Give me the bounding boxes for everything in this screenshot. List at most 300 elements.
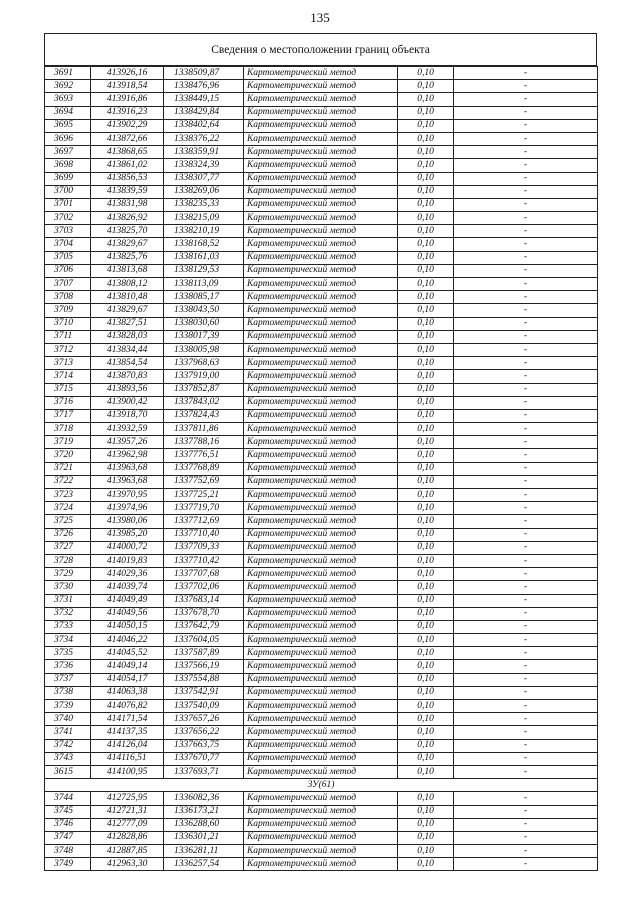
method-cell: Картометрический метод [244, 634, 398, 647]
accuracy-cell: 0,10 [398, 132, 454, 145]
method-cell: Картометрический метод [244, 475, 398, 488]
description-cell: - [454, 409, 598, 422]
accuracy-cell: 0,10 [398, 726, 454, 739]
table-row [45, 541, 598, 554]
point-number-cell: 3699 [45, 172, 91, 185]
description-cell: - [454, 317, 598, 330]
accuracy-cell: 0,10 [398, 396, 454, 409]
point-number-cell: 3710 [45, 317, 91, 330]
point-number-cell: 3740 [45, 713, 91, 726]
method-cell: Картометрический метод [244, 765, 398, 778]
method-cell: Картометрический метод [244, 620, 398, 633]
table-row [45, 396, 598, 409]
x-coordinate-cell: 413829,67 [91, 238, 164, 251]
accuracy-cell: 0,10 [398, 831, 454, 844]
description-cell: - [454, 67, 598, 80]
description-cell: - [454, 620, 598, 633]
y-coordinate-cell: 1338509,87 [164, 67, 244, 80]
method-cell: Картометрический метод [244, 159, 398, 172]
table-row [45, 251, 598, 264]
table-row [45, 146, 598, 159]
method-cell: Картометрический метод [244, 647, 398, 660]
y-coordinate-cell: 1337852,87 [164, 383, 244, 396]
x-coordinate-cell: 413918,70 [91, 409, 164, 422]
table-row [45, 831, 598, 844]
point-number-cell: 3723 [45, 489, 91, 502]
x-coordinate-cell: 413870,83 [91, 370, 164, 383]
x-coordinate-cell: 413916,23 [91, 106, 164, 119]
y-coordinate-cell: 1337824,43 [164, 409, 244, 422]
description-cell: - [454, 106, 598, 119]
accuracy-cell: 0,10 [398, 634, 454, 647]
description-cell: - [454, 330, 598, 343]
method-cell: Картометрический метод [244, 462, 398, 475]
description-cell: - [454, 515, 598, 528]
point-number-cell: 3719 [45, 436, 91, 449]
x-coordinate-cell: 413963,68 [91, 462, 164, 475]
description-cell: - [454, 251, 598, 264]
x-coordinate-cell: 412777,09 [91, 818, 164, 831]
point-number-cell: 3739 [45, 700, 91, 713]
method-cell: Картометрический метод [244, 238, 398, 251]
accuracy-cell: 0,10 [398, 858, 454, 871]
x-coordinate-cell: 414039,74 [91, 581, 164, 594]
table-row [45, 700, 598, 713]
table-row [45, 409, 598, 422]
method-cell: Картометрический метод [244, 291, 398, 304]
y-coordinate-cell: 1337843,02 [164, 396, 244, 409]
accuracy-cell: 0,10 [398, 264, 454, 277]
accuracy-cell: 0,10 [398, 251, 454, 264]
table-row [45, 172, 598, 185]
method-cell: Картометрический метод [244, 396, 398, 409]
x-coordinate-cell: 413834,44 [91, 343, 164, 356]
description-cell: - [454, 370, 598, 383]
description-cell: - [454, 212, 598, 225]
x-coordinate-cell: 413808,12 [91, 278, 164, 291]
description-cell: - [454, 739, 598, 752]
description-cell: - [454, 858, 598, 871]
table-row [45, 489, 598, 502]
method-cell: Картометрический метод [244, 146, 398, 159]
table-row [45, 304, 598, 317]
description-cell: - [454, 594, 598, 607]
x-coordinate-cell: 414049,14 [91, 660, 164, 673]
description-cell: - [454, 172, 598, 185]
point-number-cell: 3727 [45, 541, 91, 554]
table-row [45, 462, 598, 475]
description-cell: - [454, 80, 598, 93]
y-coordinate-cell: 1337657,26 [164, 713, 244, 726]
description-cell: - [454, 845, 598, 858]
method-cell: Картометрический метод [244, 554, 398, 567]
accuracy-cell: 0,10 [398, 686, 454, 699]
x-coordinate-cell: 413970,95 [91, 489, 164, 502]
accuracy-cell: 0,10 [398, 80, 454, 93]
description-cell: - [454, 554, 598, 567]
y-coordinate-cell: 1337712,69 [164, 515, 244, 528]
accuracy-cell: 0,10 [398, 607, 454, 620]
point-number-cell: 3734 [45, 634, 91, 647]
y-coordinate-cell: 1338085,17 [164, 291, 244, 304]
method-cell: Картометрический метод [244, 67, 398, 80]
table-row [45, 739, 598, 752]
x-coordinate-cell: 412963,30 [91, 858, 164, 871]
y-coordinate-cell: 1337707,68 [164, 568, 244, 581]
description-cell: - [454, 93, 598, 106]
x-coordinate-cell: 414116,51 [91, 752, 164, 765]
accuracy-cell: 0,10 [398, 370, 454, 383]
point-number-cell: 3738 [45, 686, 91, 699]
accuracy-cell: 0,10 [398, 67, 454, 80]
y-coordinate-cell: 1337752,69 [164, 475, 244, 488]
y-coordinate-cell: 1338113,09 [164, 278, 244, 291]
x-coordinate-cell: 413825,70 [91, 225, 164, 238]
description-cell: - [454, 792, 598, 805]
accuracy-cell: 0,10 [398, 594, 454, 607]
x-coordinate-cell: 414046,22 [91, 634, 164, 647]
accuracy-cell: 0,10 [398, 423, 454, 436]
y-coordinate-cell: 1337656,22 [164, 726, 244, 739]
description-cell: - [454, 660, 598, 673]
description-cell: - [454, 726, 598, 739]
point-number-cell: 3744 [45, 792, 91, 805]
point-number-cell: 3715 [45, 383, 91, 396]
method-cell: Картометрический метод [244, 304, 398, 317]
point-number-cell: 3724 [45, 502, 91, 515]
x-coordinate-cell: 413839,59 [91, 185, 164, 198]
point-number-cell: 3707 [45, 278, 91, 291]
accuracy-cell: 0,10 [398, 317, 454, 330]
method-cell: Картометрический метод [244, 225, 398, 238]
accuracy-cell: 0,10 [398, 462, 454, 475]
coordinates-table [44, 66, 598, 871]
table-row [45, 80, 598, 93]
x-coordinate-cell: 414029,36 [91, 568, 164, 581]
method-cell: Картометрический метод [244, 436, 398, 449]
x-coordinate-cell: 414045,52 [91, 647, 164, 660]
description-cell: - [454, 568, 598, 581]
point-number-cell: 3737 [45, 673, 91, 686]
y-coordinate-cell: 1337709,33 [164, 541, 244, 554]
table-row [45, 159, 598, 172]
point-number-cell: 3691 [45, 67, 91, 80]
description-cell: - [454, 475, 598, 488]
accuracy-cell: 0,10 [398, 792, 454, 805]
y-coordinate-cell: 1337670,77 [164, 752, 244, 765]
table-row [45, 713, 598, 726]
y-coordinate-cell: 1337968,63 [164, 357, 244, 370]
point-number-cell: 3745 [45, 805, 91, 818]
x-coordinate-cell: 413926,16 [91, 67, 164, 80]
table-row [45, 67, 598, 80]
y-coordinate-cell: 1337710,40 [164, 528, 244, 541]
point-number-cell: 3714 [45, 370, 91, 383]
method-cell: Картометрический метод [244, 119, 398, 132]
accuracy-cell: 0,10 [398, 647, 454, 660]
method-cell: Картометрический метод [244, 528, 398, 541]
y-coordinate-cell: 1338030,60 [164, 317, 244, 330]
x-coordinate-cell: 413980,06 [91, 515, 164, 528]
accuracy-cell: 0,10 [398, 805, 454, 818]
x-coordinate-cell: 413861,02 [91, 159, 164, 172]
accuracy-cell: 0,10 [398, 436, 454, 449]
description-cell: - [454, 752, 598, 765]
point-number-cell: 3695 [45, 119, 91, 132]
y-coordinate-cell: 1338269,06 [164, 185, 244, 198]
description-cell: - [454, 489, 598, 502]
accuracy-cell: 0,10 [398, 528, 454, 541]
point-number-cell: 3722 [45, 475, 91, 488]
x-coordinate-cell: 413826,92 [91, 212, 164, 225]
method-cell: Картометрический метод [244, 660, 398, 673]
x-coordinate-cell: 413810,48 [91, 291, 164, 304]
accuracy-cell: 0,10 [398, 845, 454, 858]
point-number-cell: 3717 [45, 409, 91, 422]
table-row [45, 436, 598, 449]
accuracy-cell: 0,10 [398, 752, 454, 765]
table-row [45, 106, 598, 119]
x-coordinate-cell: 413918,54 [91, 80, 164, 93]
accuracy-cell: 0,10 [398, 713, 454, 726]
y-coordinate-cell: 1338449,15 [164, 93, 244, 106]
method-cell: Картометрический метод [244, 449, 398, 462]
point-number-cell: 3747 [45, 831, 91, 844]
accuracy-cell: 0,10 [398, 568, 454, 581]
description-cell: - [454, 225, 598, 238]
accuracy-cell: 0,10 [398, 93, 454, 106]
method-cell: Картометрический метод [244, 673, 398, 686]
table-row [45, 343, 598, 356]
accuracy-cell: 0,10 [398, 449, 454, 462]
accuracy-cell: 0,10 [398, 343, 454, 356]
method-cell: Картометрический метод [244, 383, 398, 396]
point-number-cell: 3615 [45, 765, 91, 778]
accuracy-cell: 0,10 [398, 304, 454, 317]
table-row [45, 185, 598, 198]
table-row [45, 423, 598, 436]
point-number-cell: 3731 [45, 594, 91, 607]
y-coordinate-cell: 1338429,84 [164, 106, 244, 119]
x-coordinate-cell: 413932,59 [91, 423, 164, 436]
point-number-cell: 3711 [45, 330, 91, 343]
point-number-cell: 3704 [45, 238, 91, 251]
table-row [45, 792, 598, 805]
method-cell: Картометрический метод [244, 212, 398, 225]
x-coordinate-cell: 413813,68 [91, 264, 164, 277]
table-row [45, 502, 598, 515]
description-cell: - [454, 185, 598, 198]
accuracy-cell: 0,10 [398, 765, 454, 778]
table-row [45, 330, 598, 343]
accuracy-cell: 0,10 [398, 554, 454, 567]
table-row [45, 212, 598, 225]
table-row [45, 845, 598, 858]
method-cell: Картометрический метод [244, 541, 398, 554]
accuracy-cell: 0,10 [398, 620, 454, 633]
description-cell: - [454, 238, 598, 251]
method-cell: Картометрический метод [244, 330, 398, 343]
description-cell: - [454, 198, 598, 211]
table-row [45, 383, 598, 396]
description-cell: - [454, 765, 598, 778]
y-coordinate-cell: 1336281,11 [164, 845, 244, 858]
method-cell: Картометрический метод [244, 581, 398, 594]
table-row [45, 291, 598, 304]
table-row [45, 132, 598, 145]
description-cell: - [454, 818, 598, 831]
x-coordinate-cell: 413902,29 [91, 119, 164, 132]
table-row [45, 198, 598, 211]
y-coordinate-cell: 1338376,22 [164, 132, 244, 145]
accuracy-cell: 0,10 [398, 198, 454, 211]
method-cell: Картометрический метод [244, 700, 398, 713]
method-cell: Картометрический метод [244, 264, 398, 277]
table-row [45, 278, 598, 291]
description-cell: - [454, 502, 598, 515]
method-cell: Картометрический метод [244, 686, 398, 699]
table-row [45, 858, 598, 871]
method-cell: Картометрический метод [244, 607, 398, 620]
x-coordinate-cell: 413829,67 [91, 304, 164, 317]
description-cell: - [454, 343, 598, 356]
point-number-cell: 3702 [45, 212, 91, 225]
method-cell: Картометрический метод [244, 792, 398, 805]
x-coordinate-cell: 413893,56 [91, 383, 164, 396]
table-row [45, 686, 598, 699]
table-row [45, 475, 598, 488]
x-coordinate-cell: 414171,54 [91, 713, 164, 726]
x-coordinate-cell: 413916,86 [91, 93, 164, 106]
y-coordinate-cell: 1338005,98 [164, 343, 244, 356]
x-coordinate-cell: 414019,83 [91, 554, 164, 567]
accuracy-cell: 0,10 [398, 660, 454, 673]
y-coordinate-cell: 1337719,70 [164, 502, 244, 515]
accuracy-cell: 0,10 [398, 475, 454, 488]
table-row [45, 765, 598, 778]
accuracy-cell: 0,10 [398, 581, 454, 594]
y-coordinate-cell: 1337587,89 [164, 647, 244, 660]
table-row [45, 528, 598, 541]
description-cell: - [454, 423, 598, 436]
x-coordinate-cell: 413974,96 [91, 502, 164, 515]
table-row [45, 554, 598, 567]
description-cell: - [454, 528, 598, 541]
description-cell: - [454, 805, 598, 818]
y-coordinate-cell: 1336082,36 [164, 792, 244, 805]
point-number-cell: 3729 [45, 568, 91, 581]
y-coordinate-cell: 1337776,51 [164, 449, 244, 462]
method-cell: Картометрический метод [244, 357, 398, 370]
y-coordinate-cell: 1338129,53 [164, 264, 244, 277]
method-cell: Картометрический метод [244, 726, 398, 739]
point-number-cell: 3741 [45, 726, 91, 739]
x-coordinate-cell: 413985,20 [91, 528, 164, 541]
description-cell: - [454, 647, 598, 660]
description-cell: - [454, 278, 598, 291]
point-number-cell: 3726 [45, 528, 91, 541]
y-coordinate-cell: 1337693,71 [164, 765, 244, 778]
description-cell: - [454, 634, 598, 647]
description-cell: - [454, 132, 598, 145]
table-row [45, 818, 598, 831]
method-cell: Картометрический метод [244, 568, 398, 581]
method-cell: Картометрический метод [244, 713, 398, 726]
x-coordinate-cell: 413827,51 [91, 317, 164, 330]
table-row [45, 357, 598, 370]
y-coordinate-cell: 1338215,09 [164, 212, 244, 225]
description-cell: - [454, 700, 598, 713]
accuracy-cell: 0,10 [398, 291, 454, 304]
section-label: ЗУ(61) [45, 779, 598, 792]
point-number-cell: 3728 [45, 554, 91, 567]
accuracy-cell: 0,10 [398, 409, 454, 422]
method-cell: Картометрический метод [244, 185, 398, 198]
x-coordinate-cell: 413854,54 [91, 357, 164, 370]
table-row [45, 317, 598, 330]
x-coordinate-cell: 412887,85 [91, 845, 164, 858]
description-cell: - [454, 673, 598, 686]
table-row [45, 634, 598, 647]
table-row [45, 515, 598, 528]
table-row [45, 370, 598, 383]
accuracy-cell: 0,10 [398, 119, 454, 132]
method-cell: Картометрический метод [244, 106, 398, 119]
point-number-cell: 3705 [45, 251, 91, 264]
y-coordinate-cell: 1337566,19 [164, 660, 244, 673]
description-cell: - [454, 607, 598, 620]
x-coordinate-cell: 414126,04 [91, 739, 164, 752]
description-cell: - [454, 686, 598, 699]
point-number-cell: 3749 [45, 858, 91, 871]
x-coordinate-cell: 412725,95 [91, 792, 164, 805]
accuracy-cell: 0,10 [398, 212, 454, 225]
y-coordinate-cell: 1338043,50 [164, 304, 244, 317]
method-cell: Картометрический метод [244, 752, 398, 765]
table-row [45, 93, 598, 106]
point-number-cell: 3742 [45, 739, 91, 752]
table-row [45, 264, 598, 277]
accuracy-cell: 0,10 [398, 159, 454, 172]
point-number-cell: 3706 [45, 264, 91, 277]
description-cell: - [454, 462, 598, 475]
table-row [45, 449, 598, 462]
method-cell: Картометрический метод [244, 172, 398, 185]
x-coordinate-cell: 414054,17 [91, 673, 164, 686]
method-cell: Картометрический метод [244, 739, 398, 752]
y-coordinate-cell: 1337788,16 [164, 436, 244, 449]
method-cell: Картометрический метод [244, 409, 398, 422]
accuracy-cell: 0,10 [398, 185, 454, 198]
description-cell: - [454, 449, 598, 462]
description-cell: - [454, 119, 598, 132]
description-cell: - [454, 541, 598, 554]
x-coordinate-cell: 414000,72 [91, 541, 164, 554]
y-coordinate-cell: 1337540,09 [164, 700, 244, 713]
point-number-cell: 3736 [45, 660, 91, 673]
point-number-cell: 3725 [45, 515, 91, 528]
method-cell: Картометрический метод [244, 317, 398, 330]
method-cell: Картометрический метод [244, 845, 398, 858]
x-coordinate-cell: 414049,49 [91, 594, 164, 607]
table-row [45, 726, 598, 739]
table-row [45, 752, 598, 765]
method-cell: Картометрический метод [244, 370, 398, 383]
table-header-title: Сведения о местоположении границ объекта [44, 33, 597, 66]
x-coordinate-cell: 413957,26 [91, 436, 164, 449]
y-coordinate-cell: 1338476,96 [164, 80, 244, 93]
point-number-cell: 3748 [45, 845, 91, 858]
